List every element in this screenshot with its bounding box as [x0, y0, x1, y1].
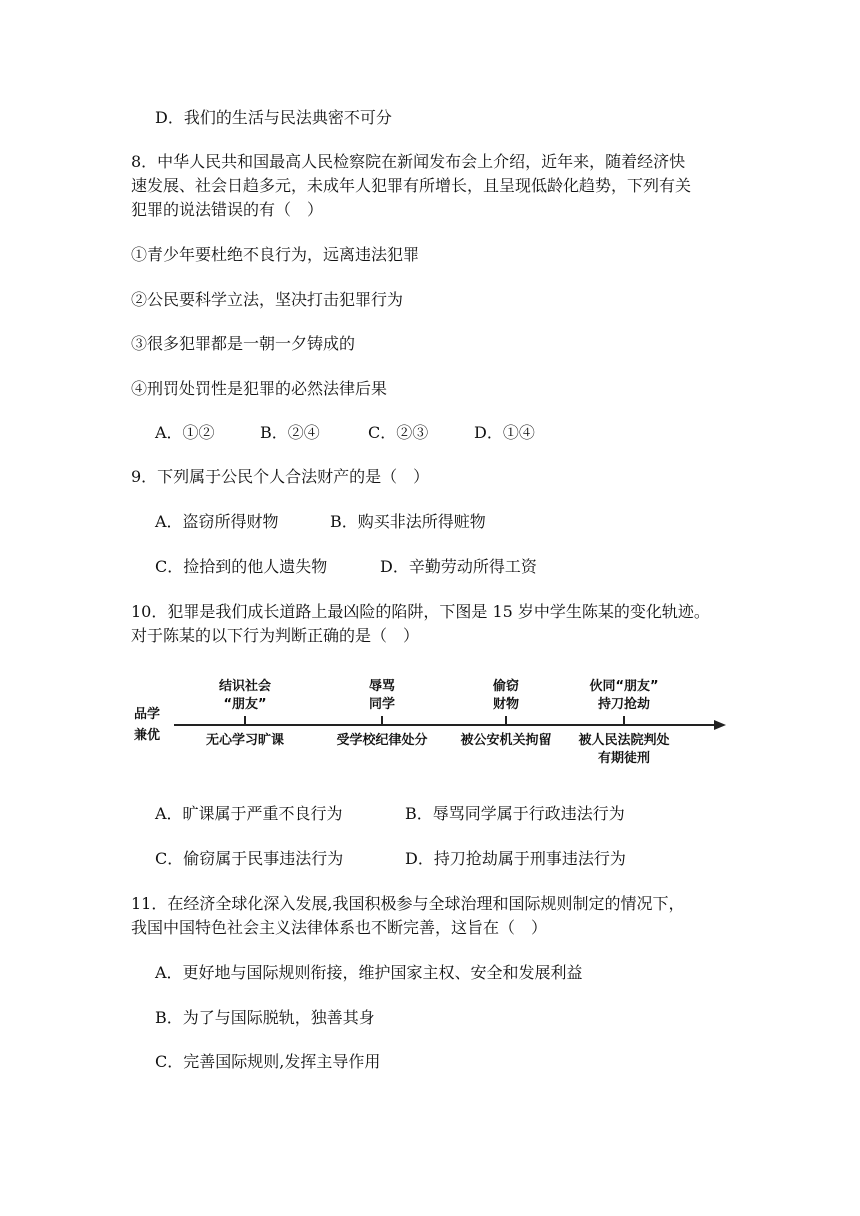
- q9-option-d: D．辛勤劳动所得工资: [380, 557, 537, 576]
- q9-option-b: B．购买非法所得赃物: [330, 512, 486, 531]
- q8-option-d: D．①④: [474, 423, 535, 442]
- q8-item-4: ④刑罚处罚性是犯罪的必然法律后果: [131, 379, 388, 398]
- q11-stem-line-1: 11．在经济全球化深入发展,我国积极参与全球治理和国际规则制定的情况下，: [131, 894, 685, 913]
- event-4-above-2: 持刀抢劫: [597, 697, 650, 712]
- timeline-start-label-2: 兼优: [133, 728, 160, 743]
- timeline-start-label-1: 品学: [133, 707, 160, 722]
- q9-option-c: C．捡拾到的他人遗失物: [155, 557, 328, 576]
- q10-stem-line-2: 对于陈某的以下行为判断正确的是（ ）: [131, 626, 420, 645]
- timeline-figure: [130, 672, 730, 772]
- q11-stem-line-2: 我国中国特色社会主义法律体系也不断完善，这旨在（ ）: [131, 918, 548, 937]
- event-3-above-2: 财物: [492, 697, 519, 712]
- q8-item-2: ②公民要科学立法，坚决打击犯罪行为: [131, 290, 404, 309]
- q8-option-a: A．①②: [155, 423, 215, 442]
- q10-option-c: C．偷窃属于民事违法行为: [155, 849, 344, 868]
- q8-option-b: B．②④: [260, 423, 320, 442]
- q10-option-a: A．旷课属于严重不良行为: [155, 804, 343, 823]
- event-3-above-1: 偷窃: [492, 679, 519, 694]
- q8-stem-line-3: 犯罪的说法错误的有（ ）: [131, 200, 324, 219]
- event-2-below-1: 受学校纪律处分: [336, 733, 428, 748]
- q8-item-3: ③很多犯罪都是一朝一夕铸成的: [131, 334, 356, 353]
- event-4-below-2: 有期徒刑: [597, 751, 650, 766]
- event-1-above-2: “朋友”: [223, 697, 267, 712]
- event-2-above-2: 同学: [368, 697, 395, 712]
- q10-option-b: B．辱骂同学属于行政违法行为: [405, 804, 625, 823]
- event-4-above-1: 伙同“朋友”: [589, 679, 659, 694]
- q9-stem: 9．下列属于公民个人合法财产的是（ ）: [131, 467, 430, 486]
- q11-option-c: C．完善国际规则,发挥主导作用: [155, 1052, 381, 1071]
- q8-item-1: ①青少年要杜绝不良行为，远离违法犯罪: [131, 245, 420, 264]
- event-2-above-1: 辱骂: [368, 679, 395, 694]
- q9-option-a: A．盗窃所得财物: [155, 512, 279, 531]
- event-3-below-1: 被公安机关拘留: [460, 733, 552, 748]
- q8-stem-line-2: 速发展、社会日趋多元，未成年人犯罪有所增长，且呈现低龄化趋势，下列有关: [131, 176, 692, 195]
- q11-option-a: A．更好地与国际规则衔接，维护国家主权、安全和发展利益: [155, 963, 583, 982]
- event-1-below-1: 无心学习旷课: [205, 733, 284, 748]
- q11-option-b: B．为了与国际脱轨，独善其身: [155, 1008, 375, 1027]
- q7-option-d: D．我们的生活与民法典密不可分: [155, 108, 392, 127]
- q10-option-d: D．持刀抢劫属于刑事违法行为: [405, 849, 626, 868]
- q8-stem-line-1: 8．中华人民共和国最高人民检察院在新闻发布会上介绍，近年来，随着经济快: [131, 152, 686, 171]
- event-4-below-1: 被人民法院判处: [578, 733, 670, 748]
- event-1-above-1: 结识社会: [218, 679, 271, 694]
- q8-option-c: C．②③: [368, 423, 429, 442]
- q10-stem-line-1: 10．犯罪是我们成长道路上最凶险的陷阱，下图是 15 岁中学生陈某的变化轨迹。: [131, 602, 710, 621]
